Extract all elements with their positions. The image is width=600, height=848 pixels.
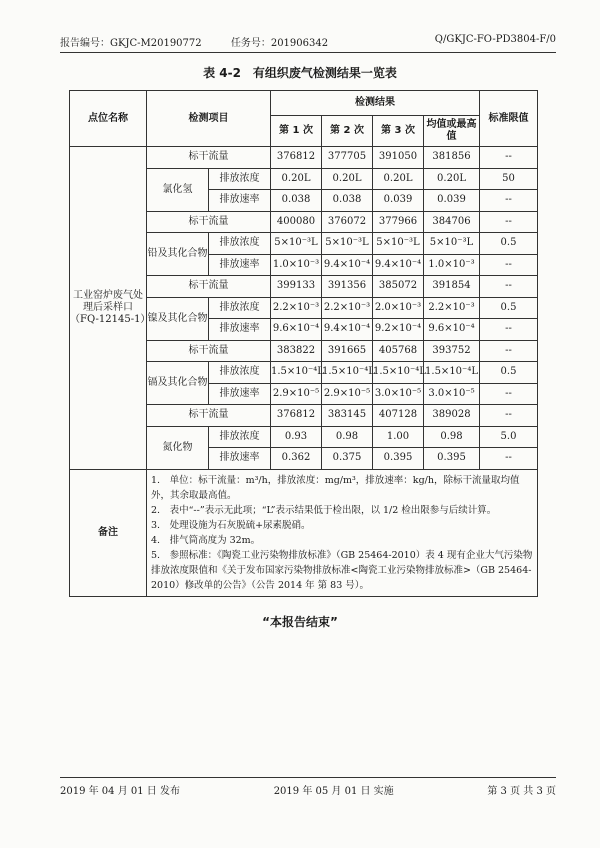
- run-3-value: 0.395: [373, 448, 424, 470]
- run-1-value: 2.2×10⁻³: [271, 297, 322, 319]
- note-item: 4. 排气筒高度为 32m。: [151, 534, 261, 546]
- note-item: 5. 参照标准：《陶瓷工业污染物排放标准》（GB 25464-2010）表 4 现有企业大气污染物排放浓度限值和《关于发布国家污染物排放标准<陶瓷工业污染物排放标准>（GB 25464-2010）修改单的公告》（公告 2014 年 第 83 号）。: [151, 549, 533, 591]
- notes-row: [70, 469, 538, 596]
- standard-limit: --: [480, 147, 538, 169]
- run-2-value: 0.375: [322, 448, 373, 470]
- standard-limit: --: [480, 319, 538, 341]
- average-value: 5×10⁻³L: [424, 233, 480, 255]
- header-item: 检测项目: [147, 91, 271, 147]
- item-label: 排放浓度: [209, 297, 271, 319]
- doc-code: Q/GKJC-FO-PD3804-F/0: [434, 34, 556, 45]
- run-3-value: 1.5×10⁻⁴L: [373, 362, 424, 384]
- item-label: 标干流量: [147, 405, 271, 427]
- pollutant-name: 铅及其化合物: [147, 233, 209, 276]
- standard-limit: 5.0: [480, 426, 538, 448]
- standard-limit: --: [480, 405, 538, 427]
- item-label: 排放浓度: [209, 168, 271, 190]
- average-value: 393752: [424, 340, 480, 362]
- note-item: 3. 处理设施为石灰脱硫+尿素脱硝。: [151, 519, 311, 531]
- run-2-value: 376072: [322, 211, 373, 233]
- run-3-value: 405768: [373, 340, 424, 362]
- run-1-value: 9.6×10⁻⁴: [271, 319, 322, 341]
- run-1-value: 0.93: [271, 426, 322, 448]
- run-2-value: 5×10⁻³L: [322, 233, 373, 255]
- run-1-value: 376812: [271, 147, 322, 169]
- run-2-value: 391356: [322, 276, 373, 298]
- item-label: 排放速率: [209, 383, 271, 405]
- run-1-value: 0.038: [271, 190, 322, 212]
- standard-limit: 0.5: [480, 362, 538, 384]
- run-3-value: 2.0×10⁻³: [373, 297, 424, 319]
- run-1-value: 5×10⁻³L: [271, 233, 322, 255]
- standard-limit: --: [480, 340, 538, 362]
- item-label: 排放浓度: [209, 233, 271, 255]
- run-1-value: 383822: [271, 340, 322, 362]
- run-2-value: 1.5×10⁻⁴L: [322, 362, 373, 384]
- average-value: 0.98: [424, 426, 480, 448]
- run-3-value: 385072: [373, 276, 424, 298]
- run-2-value: 0.20L: [322, 168, 373, 190]
- item-label: 标干流量: [147, 340, 271, 362]
- header-run-3: 第 3 次: [373, 116, 424, 147]
- notes-label: 备注: [70, 469, 147, 596]
- run-2-value: 2.9×10⁻⁵: [322, 383, 373, 405]
- average-value: 9.6×10⁻⁴: [424, 319, 480, 341]
- item-label: 标干流量: [147, 276, 271, 298]
- results-table: [69, 90, 538, 597]
- run-1-value: 376812: [271, 405, 322, 427]
- effective-date: 2019 年 05 月 01 日 实施: [273, 786, 394, 797]
- header-limit: 标准限值: [480, 91, 538, 147]
- notes-content: [147, 469, 538, 596]
- page-number: 第 3 页 共 3 页: [487, 786, 556, 797]
- run-3-value: 0.20L: [373, 168, 424, 190]
- run-2-value: 383145: [322, 405, 373, 427]
- note-item: 2. 表中“--”表示无此项；“L”表示结果低于检出限，以 1/2 检出限参与后续计算。: [151, 504, 497, 516]
- header-run-1: 第 1 次: [271, 116, 322, 147]
- report-end: “本报告结束”: [262, 615, 338, 629]
- run-2-value: 9.4×10⁻⁴: [322, 254, 373, 276]
- standard-limit: --: [480, 211, 538, 233]
- pollutant-name: 氮化物: [147, 426, 209, 469]
- run-3-value: 0.039: [373, 190, 424, 212]
- run-3-value: 5×10⁻³L: [373, 233, 424, 255]
- run-2-value: 0.038: [322, 190, 373, 212]
- run-1-value: 0.20L: [271, 168, 322, 190]
- page-footer: [60, 777, 556, 797]
- run-2-value: 377705: [322, 147, 373, 169]
- run-1-value: 1.5×10⁻⁴L: [271, 362, 322, 384]
- run-3-value: 391050: [373, 147, 424, 169]
- run-2-value: 0.98: [322, 426, 373, 448]
- run-3-value: 3.0×10⁻⁵: [373, 383, 424, 405]
- sampling-point: 工业窑炉废气处理后采样口（FQ-12145-1）: [70, 147, 147, 470]
- average-value: 3.0×10⁻⁵: [424, 383, 480, 405]
- item-label: 排放浓度: [209, 426, 271, 448]
- pollutant-name: 氯化氢: [147, 168, 209, 211]
- average-value: 1.5×10⁻⁴L: [424, 362, 480, 384]
- run-2-value: 2.2×10⁻³: [322, 297, 373, 319]
- average-value: 391854: [424, 276, 480, 298]
- item-label: 排放速率: [209, 319, 271, 341]
- run-1-value: 400080: [271, 211, 322, 233]
- standard-limit: --: [480, 276, 538, 298]
- standard-limit: --: [480, 383, 538, 405]
- run-3-value: 9.2×10⁻⁴: [373, 319, 424, 341]
- average-value: 0.20L: [424, 168, 480, 190]
- table-title: 表 4-2 有组织废气检测结果一览表: [203, 66, 397, 80]
- table-row: [70, 147, 538, 169]
- average-value: 1.0×10⁻³: [424, 254, 480, 276]
- pollutant-name: 镍及其化合物: [147, 297, 209, 340]
- average-value: 381856: [424, 147, 480, 169]
- item-label: 排放浓度: [209, 362, 271, 384]
- item-label: 排放速率: [209, 448, 271, 470]
- item-label: 排放速率: [209, 190, 271, 212]
- pollutant-name: 镉及其化合物: [147, 362, 209, 405]
- average-value: 389028: [424, 405, 480, 427]
- header-average: 均值或最高值: [424, 116, 480, 147]
- report-number: 报告编号：GKJC-M20190772: [60, 38, 202, 49]
- header-left: [60, 34, 354, 49]
- item-label: 标干流量: [147, 147, 271, 169]
- run-1-value: 399133: [271, 276, 322, 298]
- header-run-2: 第 2 次: [322, 116, 373, 147]
- run-3-value: 407128: [373, 405, 424, 427]
- standard-limit: 0.5: [480, 233, 538, 255]
- run-1-value: 0.362: [271, 448, 322, 470]
- average-value: 0.395: [424, 448, 480, 470]
- item-label: 排放速率: [209, 254, 271, 276]
- run-2-value: 391665: [322, 340, 373, 362]
- run-3-value: 9.4×10⁻⁴: [373, 254, 424, 276]
- standard-limit: --: [480, 254, 538, 276]
- run-1-value: 1.0×10⁻³: [271, 254, 322, 276]
- run-2-value: 9.4×10⁻⁴: [322, 319, 373, 341]
- header-results: 检测结果: [271, 91, 480, 116]
- average-value: 0.039: [424, 190, 480, 212]
- note-item: 1. 单位：标干流量：m³/h，排放浓度：mg/m³，排放速率：kg/h，除标干流量取均值外，其余取最高值。: [151, 474, 520, 501]
- standard-limit: --: [480, 448, 538, 470]
- standard-limit: --: [480, 190, 538, 212]
- average-value: 384706: [424, 211, 480, 233]
- header-point: 点位名称: [70, 91, 147, 147]
- page-header: [60, 34, 556, 53]
- average-value: 2.2×10⁻³: [424, 297, 480, 319]
- standard-limit: 50: [480, 168, 538, 190]
- issue-date: 2019 年 04 月 01 日 发布: [60, 786, 180, 797]
- standard-limit: 0.5: [480, 297, 538, 319]
- run-3-value: 377966: [373, 211, 424, 233]
- run-3-value: 1.00: [373, 426, 424, 448]
- item-label: 标干流量: [147, 211, 271, 233]
- run-1-value: 2.9×10⁻⁵: [271, 383, 322, 405]
- task-number: 任务号：201906342: [230, 38, 329, 49]
